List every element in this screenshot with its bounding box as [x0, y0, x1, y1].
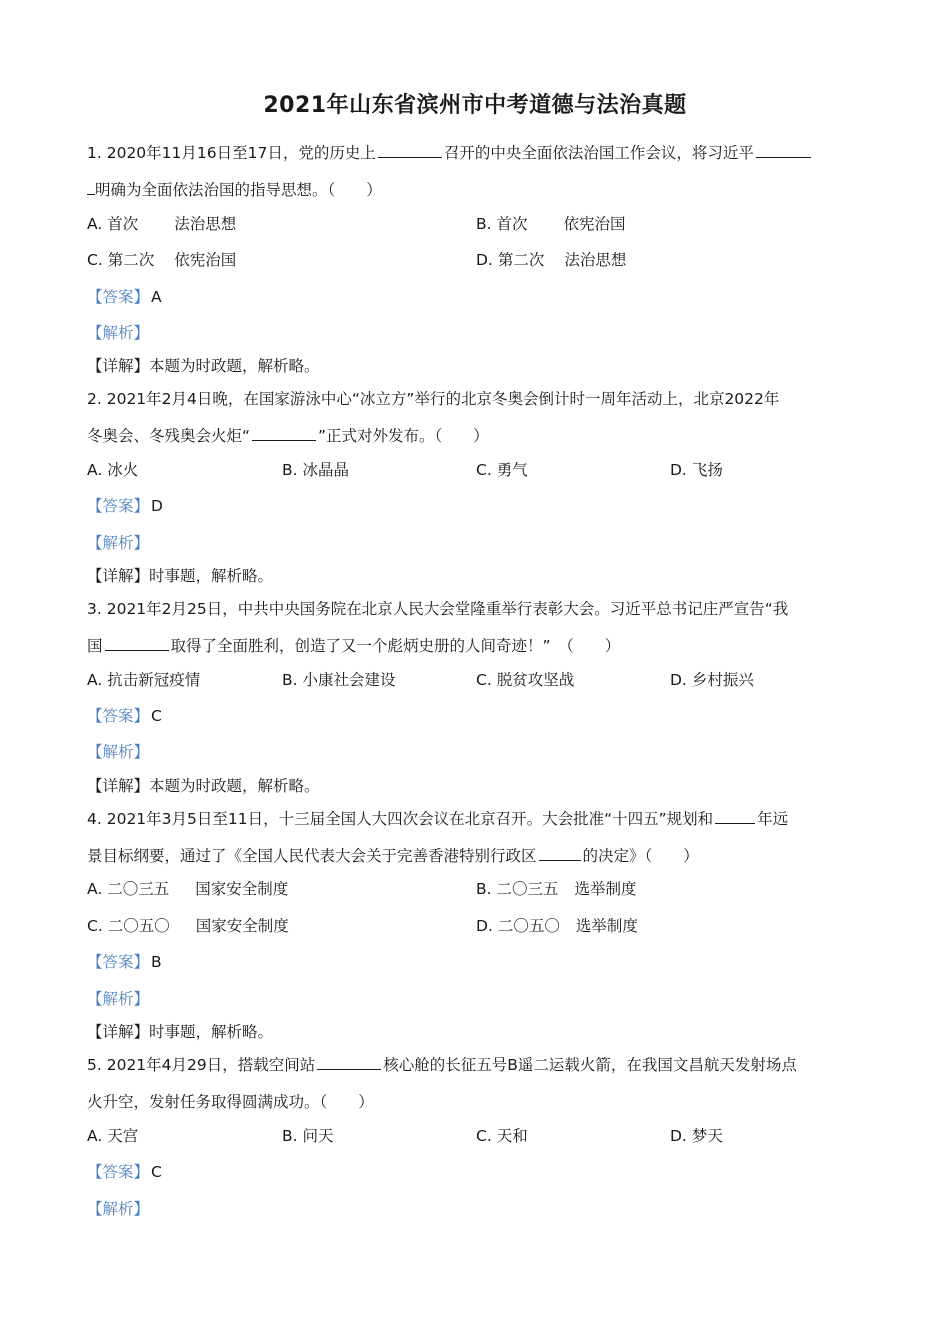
option-c: [476, 670, 574, 690]
option-key: A.: [87, 215, 103, 233]
detail-text: 时事题，解析略。: [149, 1023, 274, 1041]
option-key: C.: [87, 251, 103, 269]
analysis-line: [87, 533, 149, 553]
option-text: 选举制度: [575, 917, 638, 935]
option-text: 冰火: [107, 461, 139, 479]
analysis-tag: 【解析】: [87, 743, 150, 761]
detail-text: 时事题，解析略。: [149, 567, 274, 585]
option-a: [87, 460, 138, 480]
option-c: [87, 916, 289, 936]
option-text: 梦天: [691, 1127, 723, 1145]
option-text: 脱贫攻坚战: [496, 671, 575, 689]
option-key: D.: [670, 1127, 687, 1145]
question-text: 的决定》（ ）: [582, 847, 699, 865]
page-title: 2021年山东省滨州市中考道德与法治真题: [263, 93, 687, 118]
option-text: 首次: [107, 215, 139, 233]
option-text: 勇气: [496, 461, 528, 479]
question-text: 召开的中央全面依法治国工作会议，将习近平: [443, 144, 754, 162]
detail-text: 本题为时政题，解析略。: [149, 357, 320, 375]
option-text: 依宪治国: [563, 215, 626, 233]
option-key: B.: [282, 671, 298, 689]
analysis-line: [87, 1199, 149, 1219]
question-text: 明确为全面依法治国的指导思想。（ ）: [95, 181, 382, 199]
option-d: [476, 250, 626, 270]
option-text: 第二次: [497, 251, 545, 269]
option-b: [476, 879, 637, 899]
option-a: [87, 879, 288, 899]
option-text: 二〇三五: [496, 880, 559, 898]
question-text: 核心舱的长征五号B遥二运载火箭，在我国文昌航天发射场点: [383, 1056, 797, 1074]
option-text: 天宫: [107, 1127, 139, 1145]
question-text: 景目标纲要，通过了《全国人民代表大会关于完善香港特别行政区: [87, 847, 537, 865]
answer-blank: [715, 809, 755, 824]
option-key: B.: [476, 880, 492, 898]
answer-tag: 【答案】: [87, 497, 150, 515]
analysis-line: [87, 323, 149, 343]
detail-line: [87, 776, 320, 796]
detail-tag: 【详解】: [87, 777, 150, 795]
option-key: A.: [87, 461, 103, 479]
option-b: [282, 1126, 334, 1146]
option-text: 二〇五〇: [497, 917, 560, 935]
option-text: 二〇三五: [107, 880, 170, 898]
question-2-line-2: [87, 426, 489, 446]
answer-blank: [756, 143, 811, 158]
option-key: D.: [670, 671, 687, 689]
option-key: D.: [476, 251, 493, 269]
option-d: [670, 460, 723, 480]
question-5-line-1: [87, 1055, 797, 1075]
option-key: B.: [282, 1127, 298, 1145]
answer-line: [87, 1162, 162, 1182]
question-text: 5. 2021年4月29日，搭载空间站: [87, 1056, 316, 1074]
option-text: 问天: [302, 1127, 334, 1145]
option-text: 乡村振兴: [691, 671, 754, 689]
question-text: 年远: [757, 810, 789, 828]
question-4-line-2: [87, 846, 699, 866]
option-a: [87, 1126, 138, 1146]
option-text: 飞扬: [691, 461, 723, 479]
analysis-tag: 【解析】: [87, 1200, 150, 1218]
answer-value: C: [151, 707, 162, 725]
option-text: 国家安全制度: [195, 880, 289, 898]
option-key: A.: [87, 880, 103, 898]
question-1-line-1: [87, 143, 813, 163]
analysis-tag: 【解析】: [87, 534, 150, 552]
option-text: 法治思想: [174, 215, 237, 233]
option-c: [476, 1126, 528, 1146]
analysis-tag: 【解析】: [87, 324, 150, 342]
option-text: 国家安全制度: [195, 917, 289, 935]
detail-line: [87, 566, 273, 586]
question-5-line-2: [87, 1092, 374, 1112]
option-d: [670, 670, 754, 690]
answer-blank: [252, 426, 316, 441]
option-key: D.: [476, 917, 493, 935]
question-text: 火升空，发射任务取得圆满成功。（ ）: [87, 1093, 374, 1111]
option-c: [87, 250, 236, 270]
option-key: C.: [87, 917, 103, 935]
question-3-line-2: [87, 636, 620, 656]
answer-blank: [105, 636, 169, 651]
analysis-line: [87, 989, 149, 1009]
question-4-line-1: [87, 809, 788, 829]
option-text: 冰晶晶: [302, 461, 350, 479]
answer-tag: 【答案】: [87, 288, 150, 306]
question-text: 取得了全面胜利，创造了又一个彪炳史册的人间奇迹！” （ ）: [170, 637, 621, 655]
detail-tag: 【详解】: [87, 357, 150, 375]
option-text: 天和: [496, 1127, 528, 1145]
answer-value: A: [151, 288, 162, 306]
option-b: [282, 670, 396, 690]
answer-tag: 【答案】: [87, 1163, 150, 1181]
answer-line: [87, 287, 162, 307]
detail-text: 本题为时政题，解析略。: [149, 777, 320, 795]
detail-tag: 【详解】: [87, 1023, 150, 1041]
answer-value: C: [151, 1163, 162, 1181]
question-text: 2. 2021年2月4日晚，在国家游泳中心“冰立方”举行的北京冬奥会倒计时一周年活动上，北京2022年: [87, 390, 780, 408]
answer-value: D: [151, 497, 163, 515]
option-a: [87, 214, 236, 234]
detail-line: [87, 1022, 273, 1042]
option-text: 法治思想: [564, 251, 627, 269]
detail-line: [87, 356, 320, 376]
question-text: 4. 2021年3月5日至11日，十三届全国人大四次会议在北京召开。大会批准“十四五”规划和: [87, 810, 714, 828]
answer-line: [87, 952, 162, 972]
question-1-line-2: [87, 180, 382, 200]
option-text: 依宪治国: [174, 251, 237, 269]
option-b: [476, 214, 626, 234]
answer-tag: 【答案】: [87, 953, 150, 971]
analysis-tag: 【解析】: [87, 990, 150, 1008]
option-a: [87, 670, 200, 690]
detail-tag: 【详解】: [87, 567, 150, 585]
option-key: C.: [476, 461, 492, 479]
option-text: 首次: [496, 215, 528, 233]
question-3-line-1: [87, 599, 788, 619]
answer-blank: [87, 180, 95, 195]
option-d: [476, 916, 638, 936]
answer-value: B: [151, 953, 162, 971]
option-text: 抗击新冠疫情: [107, 671, 201, 689]
answer-blank: [317, 1055, 381, 1070]
option-text: 第二次: [107, 251, 155, 269]
question-text: 1. 2020年11月16日至17日，党的历史上: [87, 144, 376, 162]
option-key: D.: [670, 461, 687, 479]
option-text: 选举制度: [574, 880, 637, 898]
option-key: C.: [476, 1127, 492, 1145]
option-c: [476, 460, 528, 480]
option-key: A.: [87, 671, 103, 689]
option-key: C.: [476, 671, 492, 689]
answer-line: [87, 706, 162, 726]
option-key: B.: [282, 461, 298, 479]
answer-tag: 【答案】: [87, 707, 150, 725]
answer-line: [87, 496, 163, 516]
question-2-line-1: [87, 389, 779, 409]
analysis-line: [87, 742, 149, 762]
answer-blank: [378, 143, 442, 158]
question-text: 冬奥会、冬残奥会火炬“: [87, 427, 251, 445]
question-text: 3. 2021年2月25日，中共中央国务院在北京人民大会堂隆重举行表彰大会。习近平总书记庄严宣告“我: [87, 600, 789, 618]
option-text: 小康社会建设: [302, 671, 396, 689]
option-b: [282, 460, 349, 480]
answer-blank: [539, 846, 581, 861]
option-d: [670, 1126, 723, 1146]
question-text: ”正式对外发布。（ ）: [318, 427, 489, 445]
option-text: 二〇五〇: [107, 917, 170, 935]
option-key: A.: [87, 1127, 103, 1145]
option-key: B.: [476, 215, 492, 233]
question-text: 国: [87, 637, 103, 655]
